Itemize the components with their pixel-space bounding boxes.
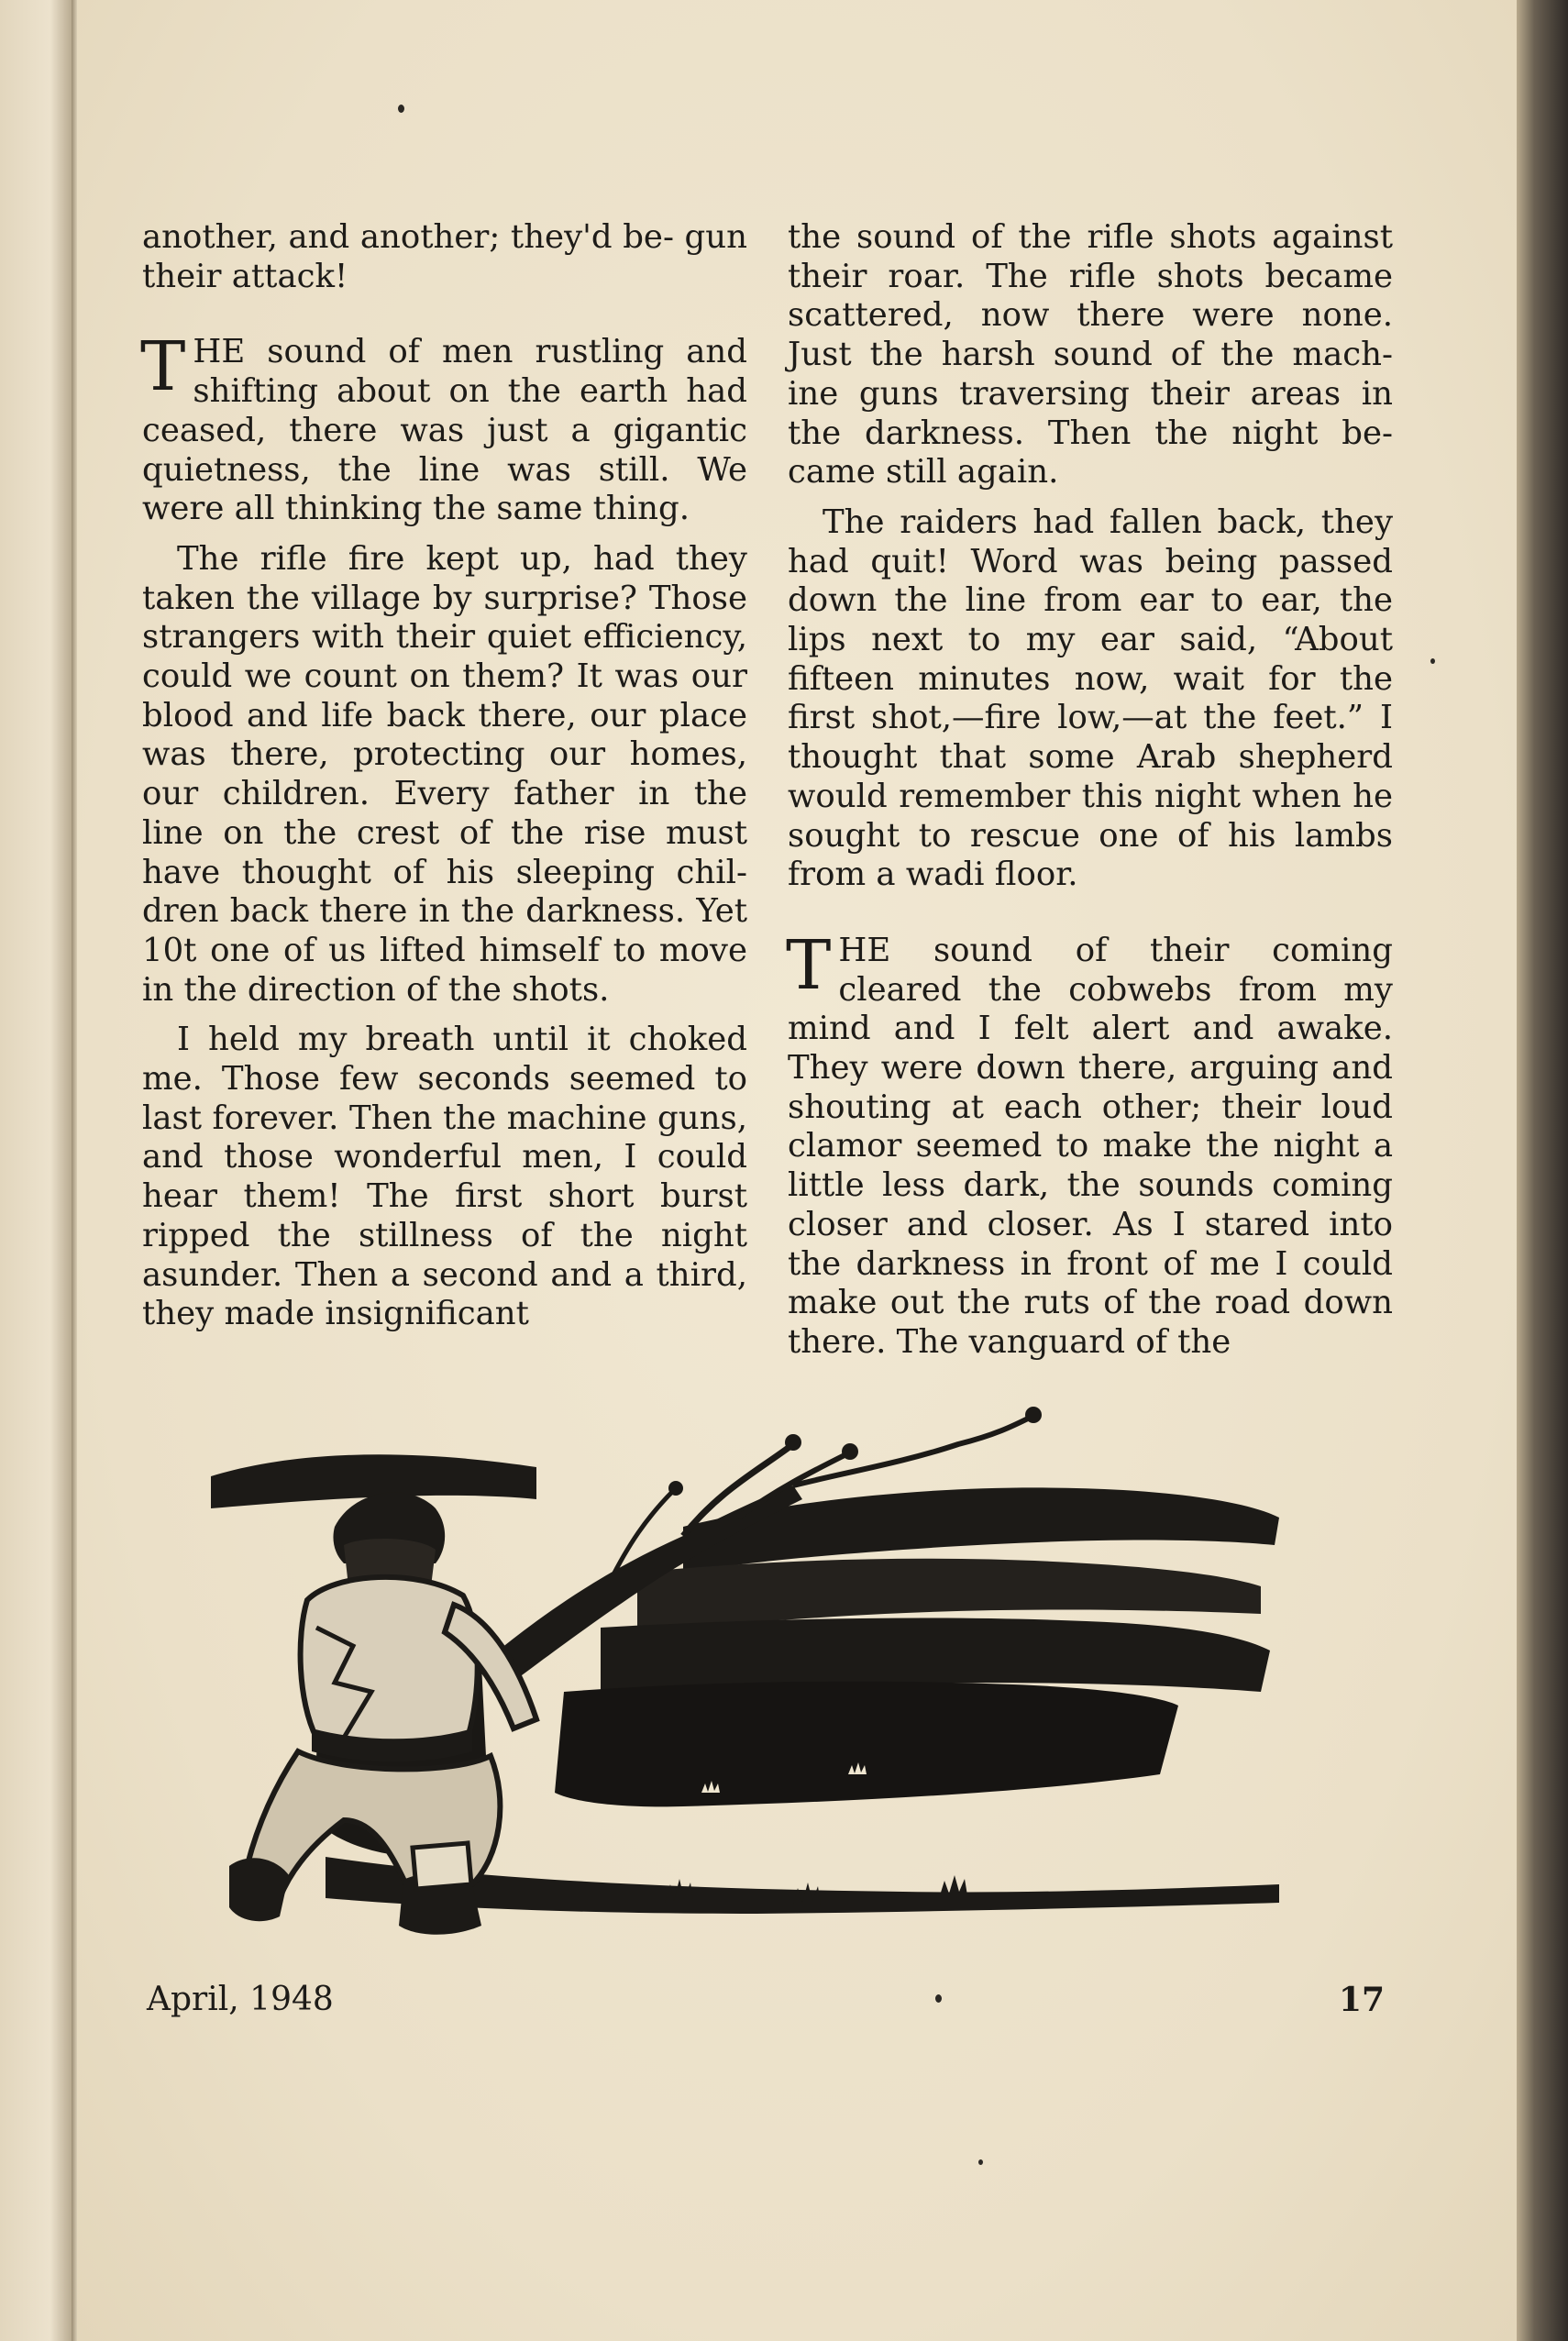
leaf: [1025, 1407, 1042, 1423]
left-text-column: [142, 218, 747, 1334]
leaf: [785, 1434, 801, 1451]
paragraph: I held my breath until it choked me. Those few seconds seemed to last forever. Then the machine guns, and those wonderful men, I could hear them! The first short burst ripped the stillness of the night asunder. Then a second and a third, they made insignificant: [142, 1021, 747, 1333]
issue-date: April, 1948: [147, 1981, 334, 2018]
paragraph: the sound of the rifle shots against their roar. The rifle shots became scattered, now there were none. Just the harsh sound of the mach- ine guns traversing their areas in the darkness. Then the night be- came still again.: [788, 218, 1393, 491]
page-number: 17: [1339, 1981, 1386, 2019]
paragraph: The rifle fire kept up, had they taken the village by surprise? Those strangers with their quiet efficiency, could we count on them? It was our blood and life back there, our place was there, protecting our homes, our children. Every father in the line on the crest of the rise must have thought of his sleeping chil- dren back there in the darkness. Yet 10t one of us lifted himself to move in the direction of the shots.: [142, 539, 747, 1009]
paragraph: The raiders had fallen back, they had quit! Word was being passed down the line from ear to ear, the lips next to my ear said, “About fifteen minutes now, wait for the first shot,—fire low,—at the feet.” I thought that some Arab shepherd would remember this night when he sought to rescue one of his lambs from a wadi floor.: [788, 502, 1393, 894]
paragraph-text: HE sound of their coming cleared the cobwebs from my mind and I felt alert and awake. They were down there, arguing and shouting at each other; their loud clamor seemed to make the night a little less dark, the sounds coming closer and closer. As I stared into the darkness in front of me I could make out the ruts of the road down there. The vanguard of the: [788, 931, 1393, 1361]
paragraph: another, and another; they'd be- gun their attack!: [142, 218, 747, 295]
drop-cap: T: [140, 327, 186, 407]
paragraph-with-drop-cap: [140, 327, 747, 529]
ink-speck: [398, 105, 404, 113]
grass-tuft: [665, 1879, 693, 1903]
grass-tuft: [940, 1875, 967, 1895]
ink-speck: [1430, 658, 1435, 664]
paragraph-text: HE sound of men rustling and shifting about on the earth had ceased, there was just a gigantic quietness, the line was still. We were all thinking the same thing.: [142, 333, 747, 528]
soldier-body: [301, 1577, 478, 1753]
soldier-boot: [229, 1858, 289, 1921]
leaf: [842, 1443, 858, 1460]
dark-field: [555, 1682, 1178, 1807]
leaf: [668, 1481, 683, 1496]
tree-twig: [793, 1417, 1032, 1485]
soldier-gaiter: [413, 1843, 471, 1889]
drop-cap: T: [786, 925, 832, 1005]
grass-tuft: [793, 1883, 821, 1905]
previous-page-edge: [0, 0, 72, 2341]
ink-speck: [978, 2159, 983, 2165]
paragraph-with-drop-cap: [786, 925, 1393, 1363]
soldier-illustration: [206, 1389, 1302, 1949]
page-edge-shadow: [1517, 0, 1568, 2341]
right-text-column: [788, 218, 1393, 1363]
ink-speck: [935, 1994, 942, 2003]
